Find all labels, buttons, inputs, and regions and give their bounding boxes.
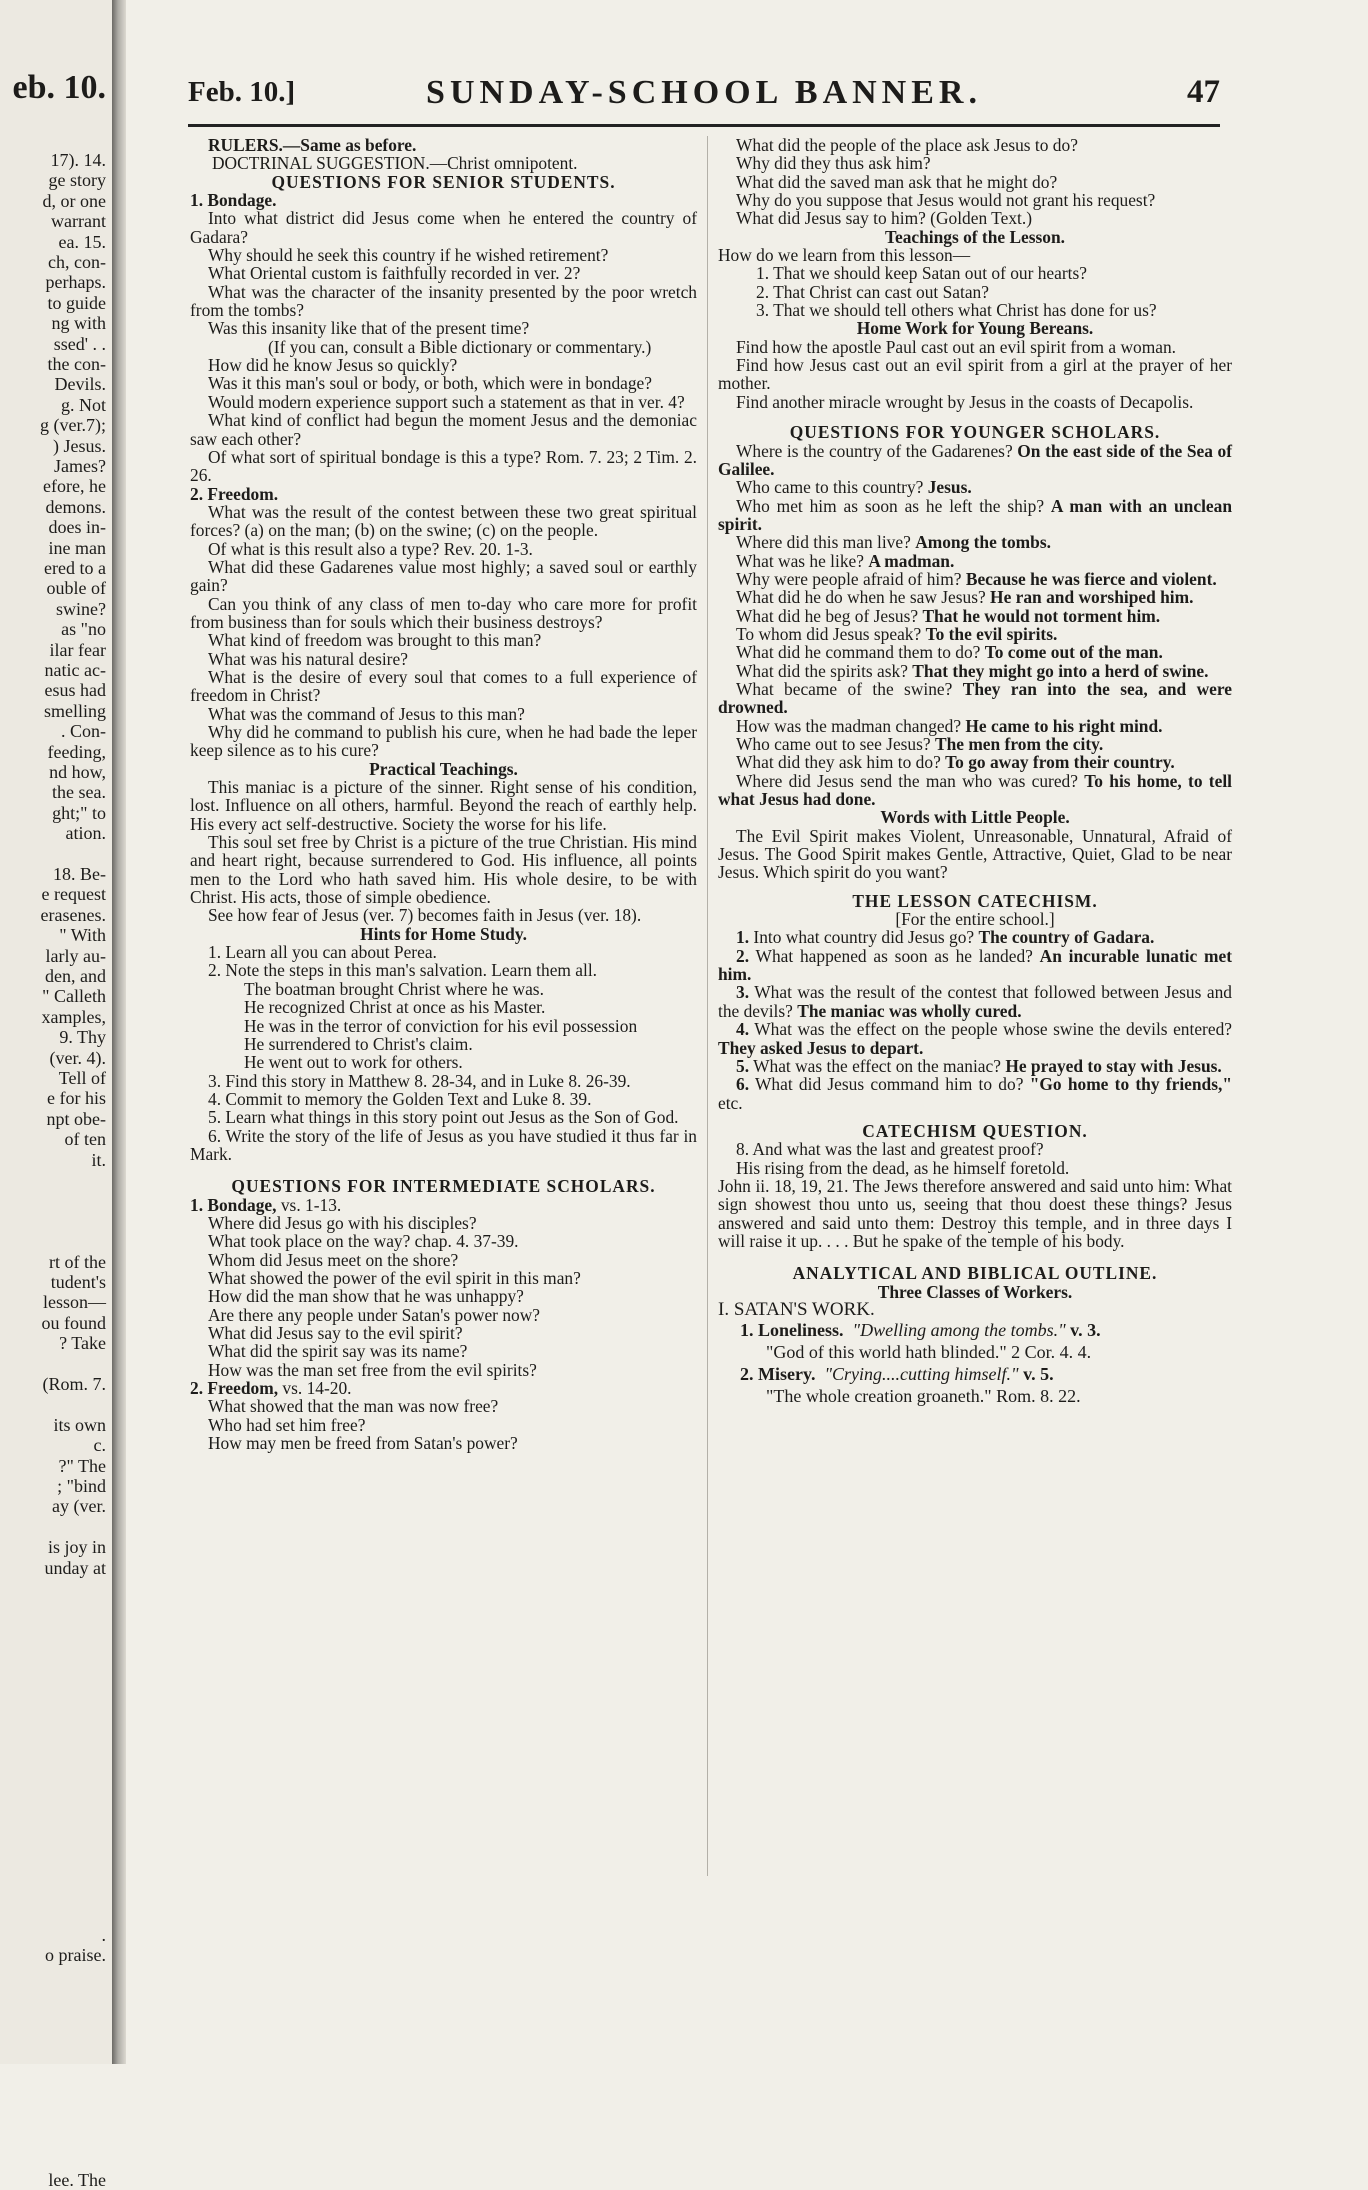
younger-question-answer	[718, 753, 1232, 771]
younger-answer: Among the tombs.	[915, 532, 1051, 553]
senior-question: Into what district did Jesus come when he entered the country of Gadara?	[190, 208, 697, 247]
previous-page-line: erasenes.	[40, 904, 106, 925]
younger-question: Who met him as soon as he left the ship?	[736, 495, 1045, 516]
intermediate-question: What showed that the man was now free?	[208, 1396, 499, 1417]
previous-page-line: as "no	[61, 619, 106, 640]
previous-page-line: 9. Thy	[59, 1027, 106, 1048]
previous-page-line: is joy in	[47, 1537, 106, 1558]
intermediate-question: What did the people of the place ask Jesus to do?	[736, 135, 1078, 155]
younger-answer: A madman.	[868, 550, 955, 571]
previous-page-line: of ten	[64, 1129, 106, 1150]
previous-page-line: ? Take	[59, 1333, 106, 1354]
younger-answer: A man with an unclean spirit.	[718, 495, 1232, 534]
catechism-answer: They asked Jesus to depart.	[718, 1037, 924, 1058]
previous-page-line: ou found	[41, 1312, 106, 1333]
catechism-item	[718, 1020, 1232, 1057]
younger-question: To whom did Jesus speak?	[736, 623, 922, 644]
previous-page-line: rt of the	[49, 1251, 106, 1272]
doctrinal-suggestion: DOCTRINAL SUGGESTION.—Christ omnipotent.	[212, 153, 578, 174]
previous-page-line: feeding,	[47, 741, 106, 762]
previous-page-line: natic ac-	[44, 660, 106, 680]
catechism-question: What was the result of the contest that followed between Jesus and the devils?	[718, 982, 1232, 1021]
previous-page-line: ilar fear	[49, 639, 106, 660]
salvation-step: He recognized Christ at once as his Master.	[244, 997, 546, 1018]
senior-question: What kind of freedom was brought to this man?	[208, 630, 542, 651]
younger-answer: Jesus.	[927, 477, 972, 498]
younger-question: How was the madman changed?	[736, 715, 962, 736]
intermediate-question: Who had set him free?	[208, 1414, 366, 1435]
previous-page-line: to guide	[47, 292, 106, 313]
catechism-item	[718, 928, 1232, 946]
catechism-number: 4.	[736, 1019, 750, 1040]
senior-question: Of what is this result also a type? Rev. 20. 1-3.	[208, 538, 533, 559]
younger-answer: That they might go into a herd of swine.	[912, 660, 1209, 681]
intermediate-question: What took place on the way? chap. 4. 37-39.	[208, 1231, 519, 1252]
previous-page-line: xamples,	[41, 1006, 106, 1027]
senior-question: What Oriental custom is faithfully recorded in ver. 2?	[208, 263, 581, 284]
younger-answer: Because he was fierce and violent.	[965, 568, 1217, 589]
hint-item: 5. Learn what things in this story point out Jesus as the Son of God.	[208, 1107, 679, 1128]
younger-question-answer	[718, 643, 1232, 661]
younger-answer: They ran into the sea, and were drowned.	[718, 678, 1232, 718]
catechism-question: 8. And what was the last and greatest proof?	[736, 1139, 1044, 1160]
homework-item: Find another miracle wrought by Jesus in the coasts of Decapolis.	[736, 391, 1194, 412]
previous-page-line: (ver. 4).	[49, 1047, 106, 1068]
previous-page-line: ge story	[48, 170, 106, 191]
previous-page-line: the con-	[47, 354, 106, 374]
younger-answer: The men from the city.	[934, 734, 1104, 754]
younger-scholars-list	[718, 442, 1232, 809]
practical-paragraph: This maniac is a picture of the sinner. Right sense of his condition, lost. Influence on all others, harmful. Beyond the reach of earthly help. His every act self-destructive. Society the worse for his life.	[190, 777, 697, 834]
rulers-line: RULERS.—Same as before.	[208, 135, 417, 155]
previous-page-line: the sea.	[52, 782, 106, 803]
previous-page-edge	[0, 0, 112, 2190]
intermediate-question: How may men be freed from Satan's power?	[208, 1433, 518, 1454]
previous-page-line: warrant	[51, 211, 106, 232]
previous-page-line: does in-	[48, 517, 106, 538]
hint-item: 3. Find this story in Matthew 8. 28-34, and in Luke 8. 26-39.	[208, 1070, 631, 1091]
previous-page-line: perhaps.	[45, 272, 106, 293]
little-people-text: The Evil Spirit makes Violent, Unreasonable, Unnatural, Afraid of Jesus. The Good Spirit makes Gentle, Attractive, Quiet, Glad to be near Jesus. Which spirit do you want?	[718, 825, 1232, 883]
previous-page-line: ng with	[51, 313, 106, 334]
hints-heading: Hints for Home Study.	[360, 923, 527, 944]
younger-question: Where is the country of the Gadarenes?	[736, 440, 1013, 461]
previous-page-line: o praise.	[45, 1945, 106, 1966]
younger-question-answer	[718, 570, 1232, 588]
hint-item: 6. Write the story of the life of Jesus as you have studied it thus far in Mark.	[190, 1125, 697, 1164]
catechism-question: What was the effect on the people whose swine the devils entered?	[754, 1019, 1232, 1040]
catechism-number: 1.	[736, 927, 750, 948]
outline-point: 1. Loneliness. "Dwelling among the tombs." v. 3.	[740, 1320, 1101, 1341]
intermediate-question: What did the saved man ask that he might do?	[736, 171, 1058, 192]
younger-question-answer	[718, 442, 1232, 479]
previous-page-line: efore, he	[43, 476, 106, 497]
previous-page-line: its own	[53, 1414, 106, 1435]
younger-question: Who came to this country?	[736, 477, 924, 498]
previous-page-line: npt obe-	[46, 1108, 106, 1129]
previous-page-line: ?" The	[58, 1455, 106, 1476]
previous-page-line: lee. The	[48, 2169, 106, 2190]
outline-cross-reference: "God of this world hath blinded." 2 Cor. 4. 4.	[766, 1342, 1092, 1363]
homework-heading: Home Work for Young Bereans.	[856, 318, 1094, 339]
younger-answer: To the evil spirits.	[925, 623, 1058, 644]
catechism-list	[718, 928, 1232, 1111]
younger-question: Who came out to see Jesus?	[736, 734, 931, 754]
younger-answer: To his home, to tell what Jesus had done.	[718, 770, 1232, 810]
intermediate-question: How did the man show that he was unhappy?	[208, 1286, 524, 1307]
younger-question-answer	[718, 497, 1232, 534]
header-date: Feb. 10.]	[188, 76, 296, 108]
catechism-heading: THE LESSON CATECHISM.	[852, 890, 1098, 911]
younger-question: What was he like?	[736, 550, 864, 571]
previous-page-line: e request	[41, 884, 106, 905]
previous-page-line: demons.	[45, 496, 106, 517]
catechism-item	[718, 947, 1232, 984]
catechism-scripture: John ii. 18, 19, 21. The Jews therefore answered and said unto him: What sign showest thou unto us, seeing that thou doest these things? Jesus answered and said unto them: Destroy this temple, and in three days I will raise it up. . . . But he spake of the temple of his body.	[718, 1175, 1232, 1251]
little-people-heading: Words with Little People.	[880, 807, 1070, 828]
senior-question: What kind of conflict had begun the moment Jesus and the demoniac saw each other?	[190, 410, 697, 449]
catechism-item	[718, 1057, 1232, 1075]
catechism-question: What did Jesus command him to do?	[755, 1074, 1024, 1095]
senior-students-heading: QUESTIONS FOR SENIOR STUDENTS.	[271, 171, 616, 192]
younger-question-answer	[718, 717, 1232, 735]
previous-page-line: " With	[59, 925, 106, 946]
younger-scholars-heading: QUESTIONS FOR YOUNGER SCHOLARS.	[789, 422, 1161, 443]
senior-bondage-heading: 1. Bondage.	[190, 190, 277, 211]
younger-question: What did they ask him to do?	[736, 752, 941, 773]
catechism-question: What happened as soon as he landed?	[755, 945, 1033, 966]
page-number: 47	[1187, 74, 1220, 110]
previous-page-line: .	[101, 1924, 106, 1945]
senior-question: Was this insanity like that of the present time?	[208, 318, 530, 339]
younger-question-answer	[718, 772, 1232, 809]
header-rule	[188, 124, 1220, 127]
salvation-step: He was in the terror of conviction for his evil possession	[244, 1015, 638, 1036]
catechism-question: Into what country did Jesus go?	[753, 927, 975, 948]
outline-heading: ANALYTICAL AND BIBLICAL OUTLINE.	[792, 1263, 1158, 1284]
senior-question: Why should he seek this country if he wished retirement?	[208, 245, 609, 266]
younger-question-answer	[718, 680, 1232, 717]
hint-item: 2. Note the steps in this man's salvation. Learn them all.	[208, 960, 598, 981]
catechism-number: 3.	[736, 982, 750, 1003]
previous-page-line: ; "bind	[57, 1476, 106, 1496]
column-divider	[707, 136, 708, 1876]
teachings-intro: How do we learn from this lesson—	[718, 245, 971, 266]
catechism-question: What was the effect on the maniac?	[753, 1055, 1001, 1076]
younger-question-answer	[718, 607, 1232, 625]
senior-question-note: (If you can, consult a Bible dictionary or commentary.)	[268, 336, 652, 357]
intermediate-freedom-heading: 2. Freedom, vs. 14-20.	[190, 1378, 352, 1399]
senior-question: How did he know Jesus so quickly?	[208, 355, 458, 376]
younger-question: What did he do when he saw Jesus?	[736, 587, 986, 608]
younger-answer: That he would not torment him.	[922, 605, 1161, 626]
previous-page-line: ch, con-	[48, 252, 106, 272]
senior-question: What was the character of the insanity presented by the poor wretch from the tombs?	[190, 281, 697, 321]
intermediate-question: What showed the power of the evil spirit in this man?	[208, 1267, 581, 1288]
previous-page-line: " Calleth	[42, 986, 106, 1007]
catechism-answer: He prayed to stay with Jesus.	[1005, 1055, 1222, 1076]
running-header	[188, 74, 1220, 120]
catechism-answer: The maniac was wholly cured.	[797, 1000, 1022, 1021]
right-column	[718, 136, 1232, 1407]
catechism-item	[718, 1075, 1232, 1112]
younger-question-answer	[718, 735, 1232, 753]
intermediate-question: Why do you suppose that Jesus would not grant his request?	[736, 190, 1156, 211]
outline-section: I. SATAN'S WORK.	[718, 1298, 875, 1320]
previous-page-line: lesson—	[43, 1292, 106, 1313]
catechism-answer: An incurable lunatic met him.	[718, 945, 1232, 985]
previous-page-line: ine man	[48, 537, 106, 558]
salvation-step: The boatman brought Christ where he was.	[244, 978, 544, 999]
senior-question: What is the desire of every soul that comes to a full experience of freedom in Christ?	[190, 666, 697, 706]
younger-question: What did he command them to do?	[736, 642, 981, 663]
practical-paragraph: This soul set free by Christ is a picture of the true Christian. His mind and heart right, because surrendered to God. His influence, all points men to the Lord who hath saved him. His whole desire, to be with Christ. His acts, those of simple obedience.	[190, 832, 697, 908]
younger-question: What did the spirits ask?	[736, 660, 908, 681]
previous-page-line: nd how,	[49, 762, 106, 782]
previous-page-line: den, and	[45, 966, 106, 986]
younger-question-answer	[718, 533, 1232, 551]
homework-item: Find how Jesus cast out an evil spirit from a girl at the prayer of her mother.	[718, 355, 1232, 394]
younger-question-answer	[718, 552, 1232, 570]
intermediate-question: How was the man set free from the evil spirits?	[208, 1359, 537, 1380]
teaching-item: 3. That we should tell others what Christ has done for us?	[756, 300, 1157, 321]
previous-page-line: (Rom. 7.	[42, 1374, 106, 1394]
intermediate-question: What did Jesus say to him? (Golden Text.)	[736, 208, 1032, 229]
previous-page-line: unday at	[44, 1557, 106, 1578]
hint-item: 1. Learn all you can about Perea.	[208, 942, 437, 963]
previous-page-line: ght;" to	[52, 802, 106, 823]
previous-page-line: ouble of	[46, 578, 106, 599]
catechism-answer: The country of Gadara.	[978, 927, 1155, 948]
previous-page-line: 18. Be-	[53, 864, 106, 884]
senior-freedom-heading: 2. Freedom.	[190, 483, 279, 504]
previous-page-line: e for his	[47, 1088, 106, 1109]
catechism-number: 5.	[736, 1055, 750, 1076]
intermediate-question: Where did Jesus go with his disciples?	[208, 1212, 477, 1233]
younger-question: Where did Jesus send the man who was cured?	[736, 770, 1078, 791]
intermediate-heading: QUESTIONS FOR INTERMEDIATE SCHOLARS.	[231, 1176, 656, 1197]
previous-page-line: it.	[91, 1149, 106, 1170]
intermediate-question: What did Jesus say to the evil spirit?	[208, 1323, 463, 1343]
catechism-note: [For the entire school.]	[895, 909, 1055, 930]
previous-page-line: d, or one	[42, 190, 106, 211]
catechism-item	[718, 983, 1232, 1020]
catechism-tail: etc.	[718, 1092, 743, 1113]
previous-page-line: ered to a	[44, 558, 106, 578]
teachings-heading: Teachings of the Lesson.	[884, 226, 1066, 247]
intermediate-question: Whom did Jesus meet on the shore?	[208, 1249, 459, 1270]
younger-answer: To come out of the man.	[984, 642, 1163, 663]
previous-page-line: ea. 15.	[58, 231, 106, 252]
practical-paragraph: See how fear of Jesus (ver. 7) becomes faith in Jesus (ver. 18).	[208, 905, 642, 926]
younger-question-answer	[718, 478, 1232, 496]
salvation-step: He went out to work for others.	[244, 1052, 463, 1073]
younger-question: What did he beg of Jesus?	[736, 605, 919, 626]
outline-subheading: Three Classes of Workers.	[877, 1281, 1073, 1302]
previous-page-line: larly au-	[45, 945, 106, 966]
previous-page-line: esus had	[44, 680, 106, 701]
practical-teachings-heading: Practical Teachings.	[369, 758, 518, 779]
salvation-step: He surrendered to Christ's claim.	[244, 1033, 473, 1054]
senior-question: Would modern experience support such a statement as that in ver. 4?	[208, 391, 685, 412]
previous-page-line: c.	[93, 1435, 106, 1456]
catechism-answer: "Go home to thy friends,"	[1029, 1074, 1232, 1095]
previous-page-line: 17). 14.	[50, 150, 106, 170]
senior-question: What was his natural desire?	[208, 648, 408, 669]
senior-question: What was the command of Jesus to this man?	[208, 703, 525, 724]
catechism-answer: His rising from the dead, as he himself foretold.	[736, 1157, 1070, 1178]
header-title: SUNDAY-SCHOOL BANNER.	[426, 74, 982, 111]
younger-question: Where did this man live?	[736, 532, 911, 553]
previous-page-line: Devils.	[54, 374, 106, 395]
previous-page-line: smelling	[44, 700, 106, 721]
younger-question: Why were people afraid of him?	[736, 568, 962, 589]
left-column	[190, 136, 697, 1452]
intermediate-question: What did the spirit say was its name?	[208, 1341, 468, 1362]
catechism-number: 2.	[736, 945, 750, 966]
catechism-question-heading: CATECHISM QUESTION.	[862, 1120, 1088, 1141]
younger-question-answer	[718, 588, 1232, 606]
previous-page-line: James?	[54, 456, 106, 476]
intermediate-question: Why did they thus ask him?	[736, 153, 931, 174]
younger-question: What became of the swine?	[736, 678, 953, 699]
previous-page-line: g. Not	[61, 394, 106, 415]
previous-page-line: Tell of	[58, 1068, 106, 1088]
teaching-item: 2. That Christ can cast out Satan?	[756, 281, 989, 302]
previous-page-line: ation.	[65, 823, 106, 844]
homework-item: Find how the apostle Paul cast out an evil spirit from a woman.	[736, 336, 1177, 357]
previous-page-line: tudent's	[50, 1272, 106, 1292]
senior-question: What did these Gadarenes value most highly; a saved soul or earthly gain?	[190, 556, 697, 596]
younger-answer: To go away from their country.	[945, 752, 1175, 773]
outline-cross-reference: "The whole creation groaneth." Rom. 8. 22.	[766, 1386, 1081, 1407]
intermediate-question: Are there any people under Satan's power now?	[208, 1304, 540, 1325]
previous-page-line: ) Jesus.	[53, 435, 106, 456]
previous-page-line: swine?	[56, 598, 106, 619]
outline-point: 2. Misery. "Crying....cutting himself." v. 5.	[740, 1364, 1054, 1385]
senior-question: Of what sort of spiritual bondage is this a type? Rom. 7. 23; 2 Tim. 2. 26.	[190, 446, 697, 486]
teaching-item: 1. That we should keep Satan out of our hearts?	[756, 263, 1087, 284]
senior-question: Was it this man's soul or body, or both, which were in bondage?	[208, 373, 652, 394]
catechism-number: 6.	[736, 1074, 750, 1095]
younger-answer: On the east side of the Sea of Galilee.	[718, 440, 1232, 479]
younger-answer: He ran and worshiped him.	[990, 587, 1194, 608]
previous-page-line: ay (ver.	[52, 1496, 106, 1517]
senior-question: What was the result of the contest between these two great spiritual forces? (a) on the man; (b) on the swine; (c) on the people.	[190, 501, 697, 541]
previous-page-line: g (ver.7);	[40, 415, 106, 436]
previous-page-heading: eb. 10.	[12, 69, 106, 106]
younger-question-answer	[718, 625, 1232, 643]
previous-page-line: ssed' . .	[53, 333, 106, 354]
younger-answer: He came to his right mind.	[965, 715, 1163, 736]
hint-item: 4. Commit to memory the Golden Text and Luke 8. 39.	[208, 1088, 592, 1109]
younger-question-answer	[718, 662, 1232, 680]
senior-question: Can you think of any class of men to-day who care more for profit from business than for souls which their business destroys?	[190, 593, 697, 632]
intermediate-bondage-heading: 1. Bondage, vs. 1-13.	[190, 1194, 342, 1215]
senior-question: Why did he command to publish his cure, when he had bade the leper keep silence as to his cure?	[190, 722, 697, 761]
previous-page-line: . Con-	[61, 721, 106, 742]
page-gutter-shadow	[112, 0, 126, 2064]
